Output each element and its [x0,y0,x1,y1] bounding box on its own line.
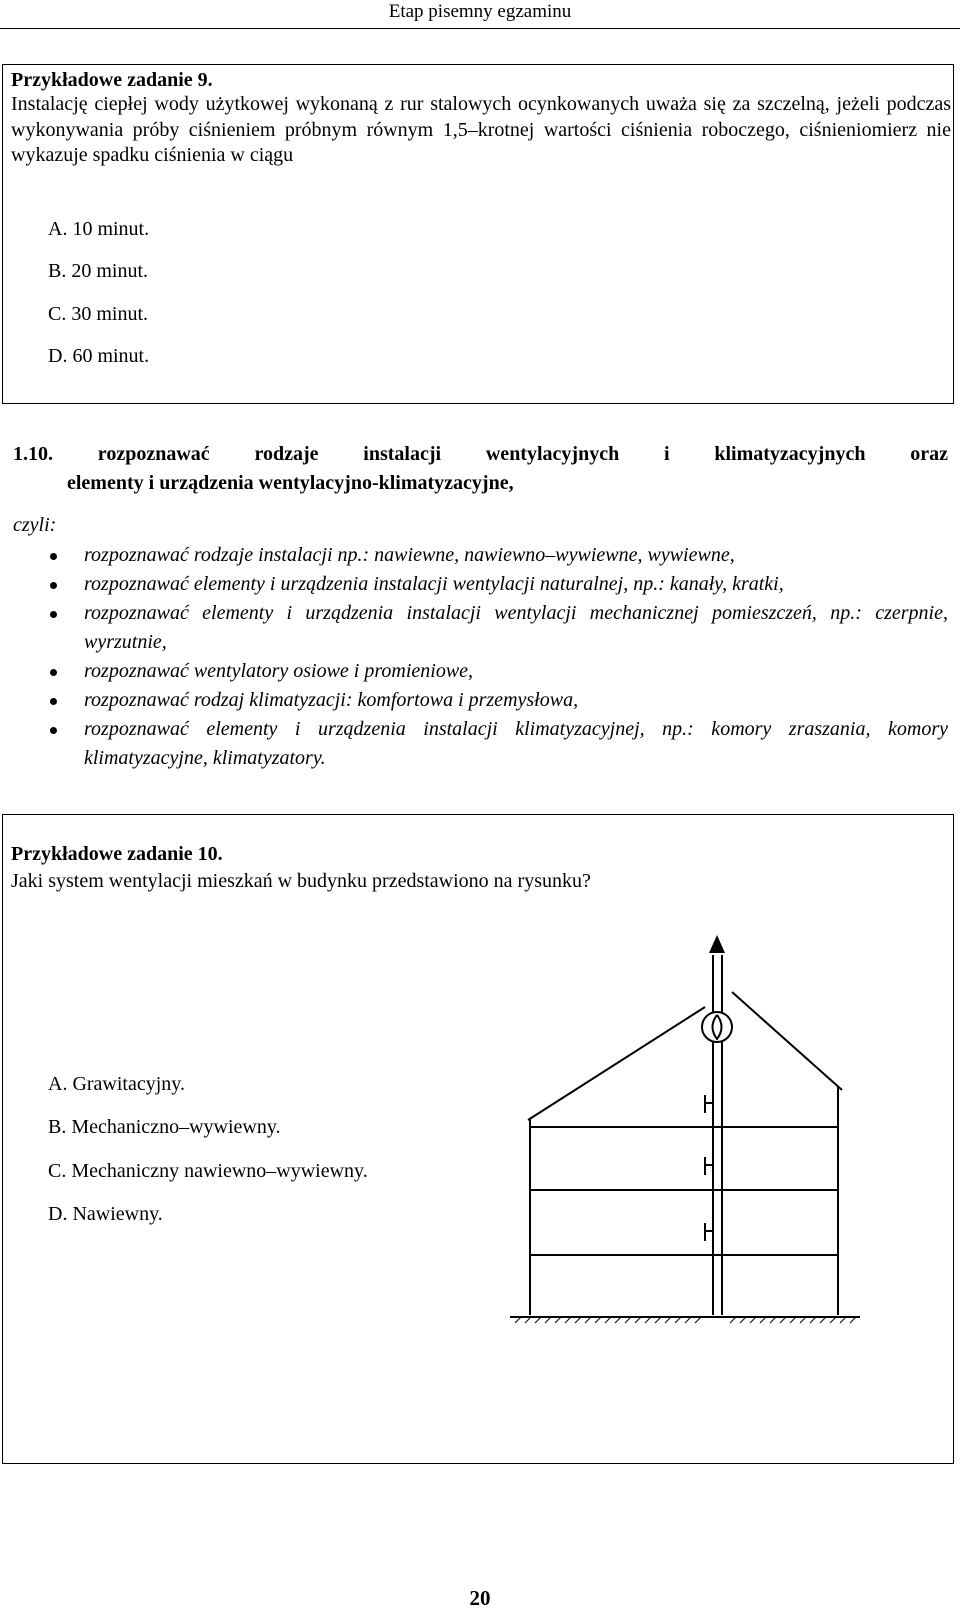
task-9-question: Instalację ciepłej wody użytkowej wykonaną z rur stalowych ocynkowanych uważa się za szczelną, jeżeli podczas wykonywania próby ciśnieniem próbnym równym 1,5–krotnej wartości ciśnienia roboczego, ciśnieniomierz nie wykazuje spadku ciśnienia w ciągu [11,93,951,166]
branch-grille [705,1157,713,1175]
list-item: rozpoznawać elementy i urządzenia instalacji klimatyzacyjnej, np.: komory zraszania, komory klimatyzacyjne, klimatyzatory. [48,715,948,773]
skills-list [48,541,948,773]
task-10-answer-d[interactable]: D. Nawiewny. [48,1203,163,1225]
ventilation-building-drawing [500,935,900,1335]
branch-grille [705,1223,713,1241]
task-9-answer-a[interactable]: A. 10 minut. [48,218,150,240]
task-9-answer-d[interactable]: D. 60 minut. [48,345,150,367]
list-item: rozpoznawać wentylatory osiowe i promieniowe, [48,657,948,686]
task-10-answer-a[interactable]: A. Grawitacyjny. [48,1073,185,1095]
list-item: rozpoznawać rodzaj klimatyzacji: komfortowa i przemysłowa, [48,686,948,715]
list-item: rozpoznawać elementy i urządzenia instalacji wentylacji mechanicznej pomieszczeń, np.: czerpnie, wyrzutnie, [48,599,948,657]
roof-right [732,992,842,1090]
roof-left [528,1007,705,1120]
section-heading-line2: elementy i urządzenia wentylacyjno-klimatyzacyjne, [67,472,514,494]
task-9-answer-c[interactable]: C. 30 minut. [48,303,149,325]
branch-grille [705,1095,713,1113]
task-9-title: Przykładowe zadanie 9. [11,69,213,91]
task-10-answer-c[interactable]: C. Mechaniczny nawiewno–wywiewny. [48,1160,368,1182]
section-heading [13,440,948,498]
task-9-answer-b[interactable]: B. 20 minut. [48,260,149,282]
page-number: 20 [469,1586,491,1610]
task-10-question: Jaki system wentylacji mieszkań w budynku przedstawiono na rysunku? [11,870,591,892]
czyli-label: czyli: [13,514,57,536]
page-header: Etap pisemny egzaminu [0,0,960,29]
exhaust-arrow-icon [709,935,725,953]
section-heading-line1: 1.10. rozpoznawać rodzaje instalacji wentylacyjnych i klimatyzacyjnych oraz [13,443,948,465]
list-item: rozpoznawać rodzaje instalacji np.: nawiewne, nawiewno–wywiewne, wywiewne, [48,541,948,570]
list-item: rozpoznawać elementy i urządzenia instalacji wentylacji naturalnej, np.: kanały, kratki, [48,570,948,599]
task-10-answer-b[interactable]: B. Mechaniczno–wywiewny. [48,1116,281,1138]
task-10-title: Przykładowe zadanie 10. [11,843,223,865]
